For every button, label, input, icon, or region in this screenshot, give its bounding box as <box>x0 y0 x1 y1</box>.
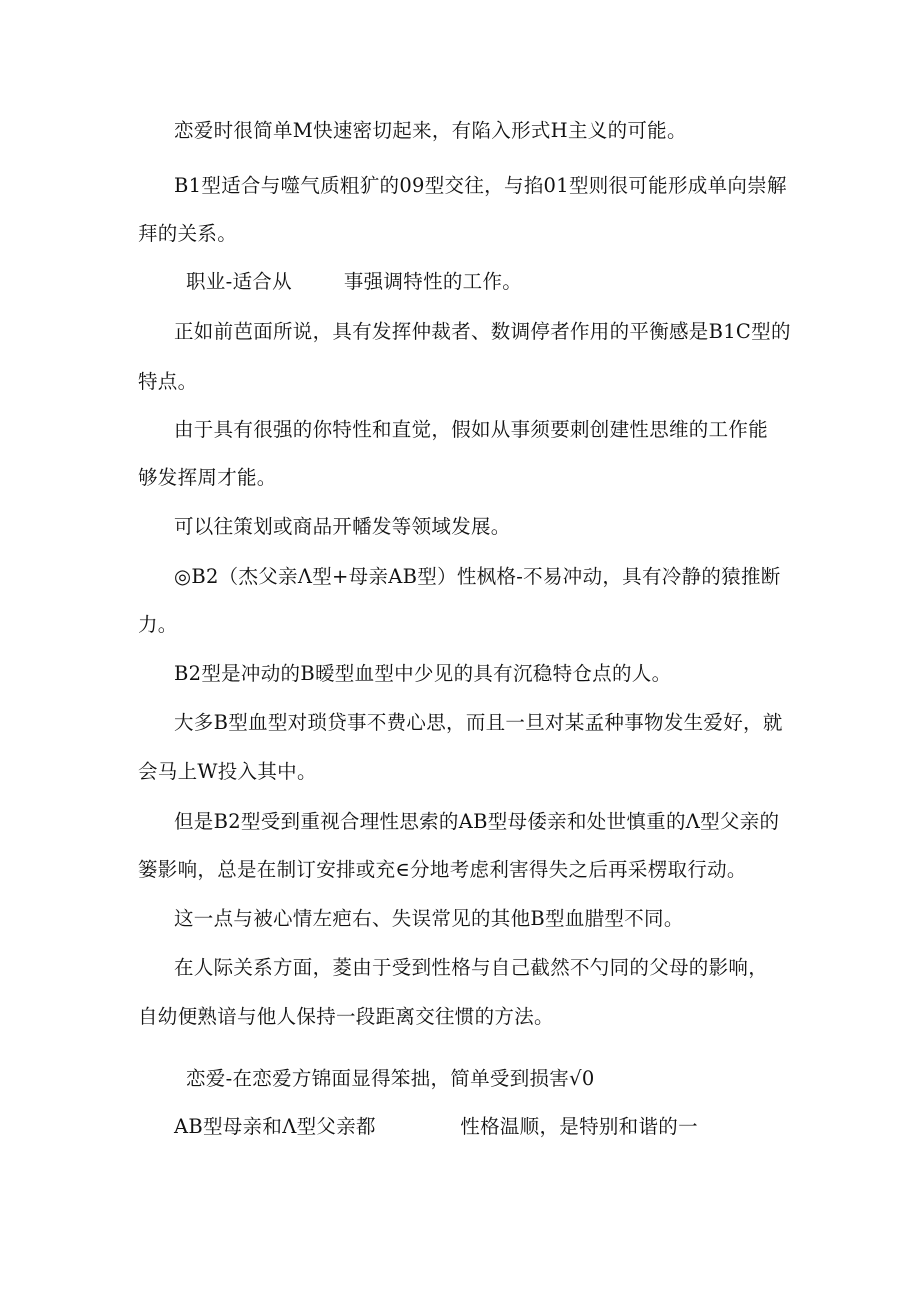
text-line: 自幼便熟谙与他人保持一段距离交往惯的方法。 <box>138 1005 554 1028</box>
text-line: B1型适合与噬气质粗犷的09型交往，与掐01型则很可能形成单向崇解 <box>174 174 787 197</box>
text-line: 但是B2型受到重视合理性思索的AB型母倭亲和处世慎重的Λ型父亲的 <box>174 810 780 833</box>
text-line: 拜的关系。 <box>138 222 238 245</box>
text-line: 特点。 <box>138 370 198 393</box>
text-line: B2型是冲动的B暧型血型中少见的具有沉稳特仓点的人。 <box>174 662 672 685</box>
text-line: 恋爱时很简单M快速密切起来，有陷入形式H主义的可能。 <box>174 119 687 142</box>
text-line: 在人际关系方面，菱由于受到性格与自己截然不勺同的父母的影响， <box>174 956 769 979</box>
text-line: 可以往策划或商品开幡发等领域发展。 <box>174 515 511 538</box>
text-line: 力。 <box>138 613 178 636</box>
text-line: 大多B型血型对琐贷事不费心思，而且一旦对某孟种事物发生爱好，就 <box>174 711 783 734</box>
text-line: 职业-适合从 事强调特性的工作。 <box>186 270 523 293</box>
text-line: AB型母亲和Λ型父亲都 性格温顺，是特别和谐的一 <box>174 1115 698 1138</box>
text-line: ◎B2（杰父亲Λ型+母亲AB型）性枫格-不易冲动，具有冷静的猿推断 <box>174 565 781 588</box>
text-line: 够发挥周才能。 <box>138 466 277 489</box>
text-line: 恋爱-在恋爱方锦面显得笨拙，简单受到损害√0 <box>186 1067 595 1090</box>
text-line: 篓影响，总是在制订安排或充∈分地考虑利害得失之后再采楞取行动。 <box>138 858 747 881</box>
text-line: 这一点与被心情左疤右、失误常见的其他B型血腊型不同。 <box>174 907 684 930</box>
text-line: 由于具有很强的你特性和直觉，假如从事须要刺创建性思维的工作能 <box>174 418 769 441</box>
text-line: 正如前芭面所说，具有发挥仲裁者、数调停者作用的平衡感是B1C型的 <box>174 320 791 343</box>
text-line: 会马上W投入其中。 <box>138 760 317 783</box>
